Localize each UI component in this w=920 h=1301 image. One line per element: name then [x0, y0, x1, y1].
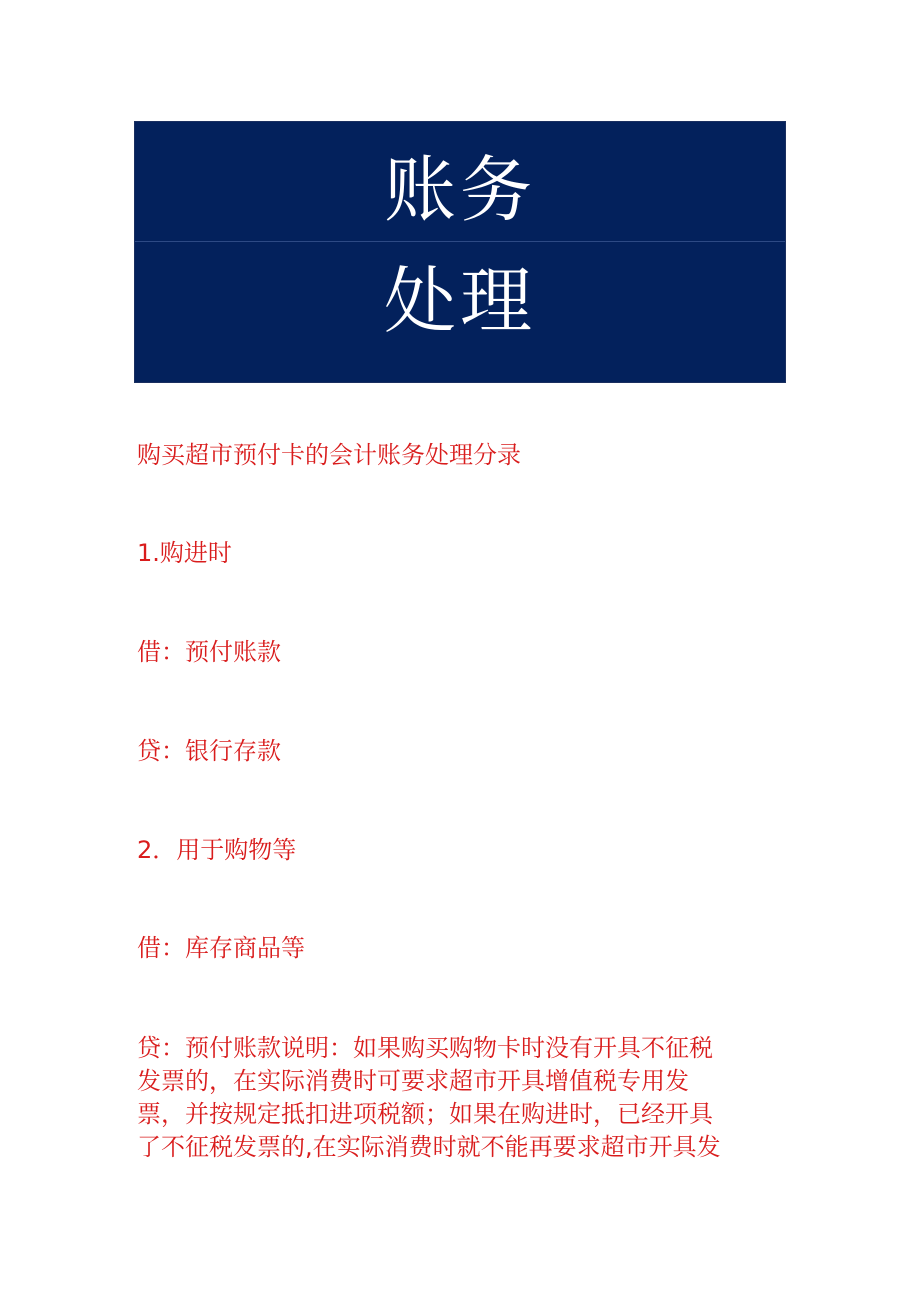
- step-2-heading: 2．用于购物等: [137, 836, 297, 864]
- banner-title-line-2: 处理: [383, 259, 536, 343]
- note-line: 发票的，在实际消费时可要求超市开具增值税专用发: [137, 1067, 689, 1095]
- note-line: 了不征税发票的,在实际消费时就不能再要求超市开具发: [137, 1133, 721, 1161]
- step-2-debit-entry: 借：库存商品等: [137, 934, 305, 962]
- note-line: 票，并按规定抵扣进项税额；如果在购进时，已经开具: [137, 1100, 713, 1128]
- step-1-credit-entry: 贷：银行存款: [137, 737, 281, 765]
- note-line: 贷：预付账款说明：如果购买购物卡时没有开具不征税: [137, 1034, 713, 1062]
- banner-title-line-1: 账务: [383, 148, 536, 232]
- document-title: 购买超市预付卡的会计账务处理分录: [137, 441, 521, 469]
- step-1-debit-entry: 借：预付账款: [137, 638, 281, 666]
- title-banner: [134, 121, 786, 383]
- step-1-heading: 1.购进时: [137, 539, 232, 567]
- banner-divider: [135, 241, 785, 242]
- credit-entry-note-paragraph: [137, 1032, 787, 1164]
